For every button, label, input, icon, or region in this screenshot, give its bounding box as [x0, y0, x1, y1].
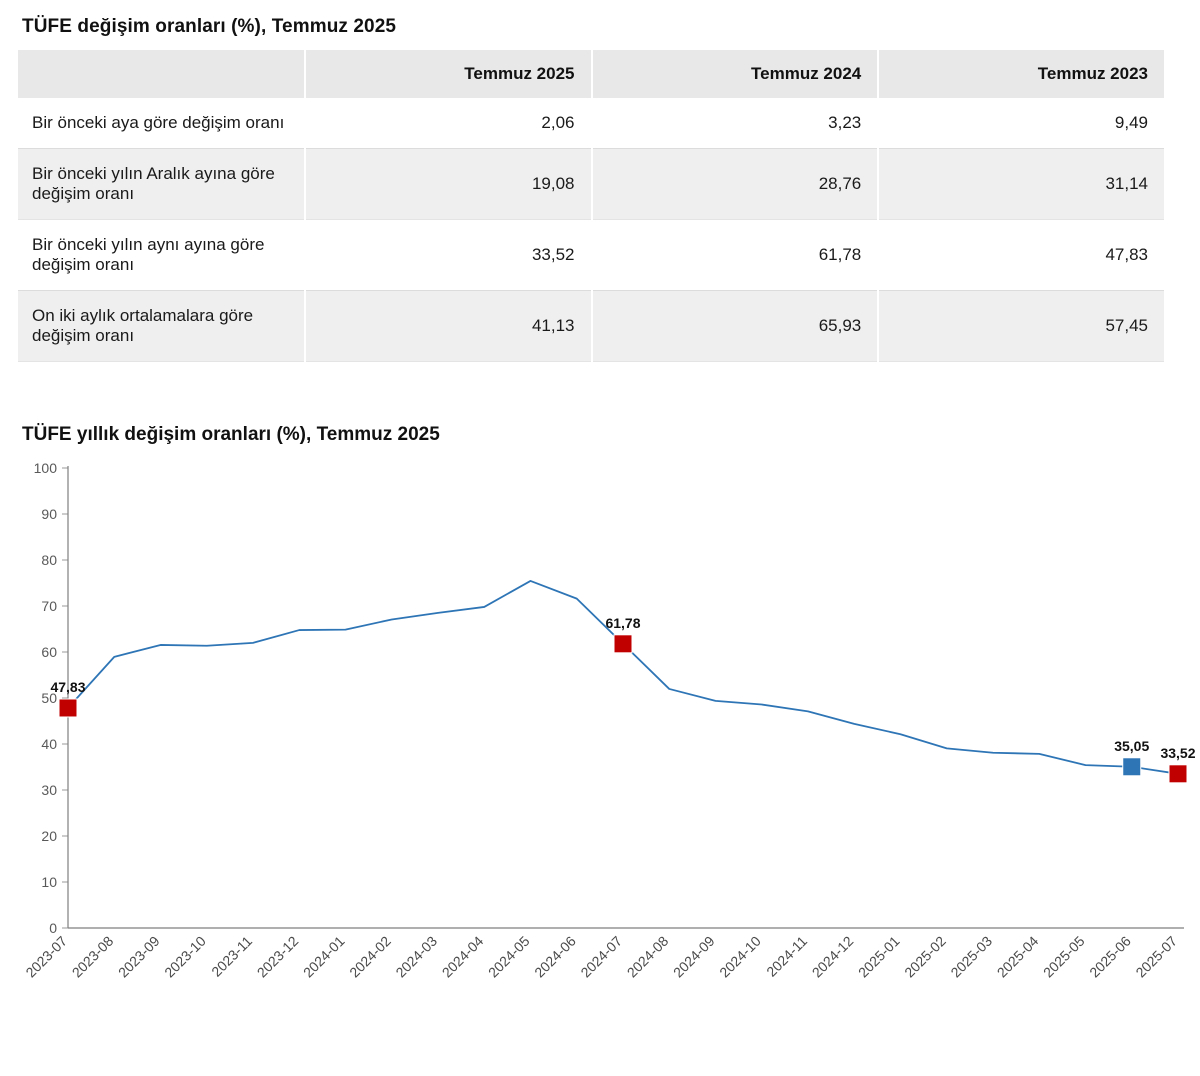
- x-axis-tick-label: 2024-03: [392, 932, 441, 981]
- cell-value: 65,93: [592, 291, 879, 362]
- y-axis-tick-label: 50: [41, 690, 57, 706]
- x-axis-tick-label: 2023-08: [68, 932, 117, 981]
- x-axis-tick-label: 2025-01: [854, 932, 903, 981]
- data-point-label: 47,83: [50, 678, 86, 695]
- chart-title: TÜFE yıllık değişim oranları (%), Temmuz 2025: [22, 424, 440, 445]
- x-axis-tick-label: 2025-05: [1039, 932, 1088, 981]
- table-row: [18, 98, 1165, 149]
- x-axis-tick-label: 2025-02: [901, 932, 949, 981]
- cell-value: 19,08: [305, 149, 592, 220]
- table-header-row: [18, 50, 1165, 98]
- x-axis-tick-label: 2024-11: [763, 932, 811, 980]
- data-line-series: [68, 581, 1178, 774]
- x-axis-tick-label: 2023-09: [114, 932, 163, 981]
- row-label: Bir önceki aya göre değişim oranı: [18, 98, 305, 149]
- column-header-temmuz-2023: Temmuz 2023: [878, 50, 1165, 98]
- x-axis-tick-label: 2025-03: [947, 932, 996, 981]
- table-row: [18, 149, 1165, 220]
- x-axis-tick-label: 2023-07: [22, 932, 71, 981]
- cell-value: 61,78: [592, 220, 879, 291]
- data-point-marker: [1123, 758, 1141, 776]
- chart-container: [0, 456, 1200, 1076]
- data-point-marker: [59, 699, 77, 717]
- x-axis-tick-label: 2025-06: [1086, 932, 1134, 981]
- x-axis-tick-label: 2025-04: [993, 932, 1042, 981]
- cell-value: 33,52: [305, 220, 592, 291]
- y-axis-tick-label: 0: [49, 920, 57, 936]
- column-header-blank: [18, 50, 305, 98]
- x-axis-tick-label: 2024-07: [577, 932, 626, 981]
- x-axis-tick-label: 2024-04: [438, 932, 487, 981]
- y-axis-tick-label: 100: [33, 460, 57, 476]
- data-point-label: 35,05: [1114, 737, 1150, 754]
- cell-value: 57,45: [878, 291, 1165, 362]
- x-axis-tick-label: 2024-01: [299, 932, 348, 981]
- cell-value: 31,14: [878, 149, 1165, 220]
- x-axis-tick-label: 2024-06: [531, 932, 579, 981]
- cell-value: 28,76: [592, 149, 879, 220]
- cpi-annual-change-line-chart: [0, 456, 1200, 1076]
- y-axis-tick-label: 10: [41, 874, 57, 890]
- x-axis-tick-label: 2024-10: [716, 932, 764, 981]
- cell-value: 9,49: [878, 98, 1165, 149]
- row-label: Bir önceki yılın Aralık ayına göre değişim oranı: [18, 149, 305, 220]
- y-axis-tick-label: 90: [41, 506, 57, 522]
- cell-value: 3,23: [592, 98, 879, 149]
- column-header-temmuz-2024: Temmuz 2024: [592, 50, 879, 98]
- x-axis-tick-label: 2023-10: [161, 932, 209, 981]
- x-axis-tick-label: 2024-09: [669, 932, 718, 981]
- cpi-change-rates-table: [18, 50, 1166, 362]
- x-axis-tick-label: 2023-11: [208, 932, 256, 980]
- x-axis-tick-label: 2023-12: [253, 932, 302, 981]
- y-axis-tick-label: 30: [41, 782, 57, 798]
- x-axis-tick-label: 2025-07: [1132, 932, 1181, 981]
- x-axis-tick-label: 2024-05: [484, 932, 533, 981]
- data-point-label: 61,78: [605, 614, 641, 631]
- row-label: On iki aylık ortalamalara göre değişim oranı: [18, 291, 305, 362]
- table-title: TÜFE değişim oranları (%), Temmuz 2025: [22, 16, 397, 37]
- data-point-marker: [614, 635, 632, 653]
- x-axis-tick-label: 2024-08: [623, 932, 672, 981]
- cell-value: 47,83: [878, 220, 1165, 291]
- table-row: [18, 220, 1165, 291]
- y-axis-tick-label: 20: [41, 828, 57, 844]
- row-label: Bir önceki yılın aynı ayına göre değişim oranı: [18, 220, 305, 291]
- data-point-marker: [1169, 765, 1187, 783]
- column-header-temmuz-2025: Temmuz 2025: [305, 50, 592, 98]
- cell-value: 41,13: [305, 291, 592, 362]
- data-point-label: 33,52: [1160, 744, 1196, 761]
- y-axis-tick-label: 60: [41, 644, 57, 660]
- y-axis-tick-label: 70: [41, 598, 57, 614]
- y-axis-tick-label: 40: [41, 736, 57, 752]
- cell-value: 2,06: [305, 98, 592, 149]
- y-axis-tick-label: 80: [41, 552, 57, 568]
- x-axis-tick-label: 2024-12: [808, 932, 857, 981]
- table-row: [18, 291, 1165, 362]
- x-axis-tick-label: 2024-02: [346, 932, 394, 981]
